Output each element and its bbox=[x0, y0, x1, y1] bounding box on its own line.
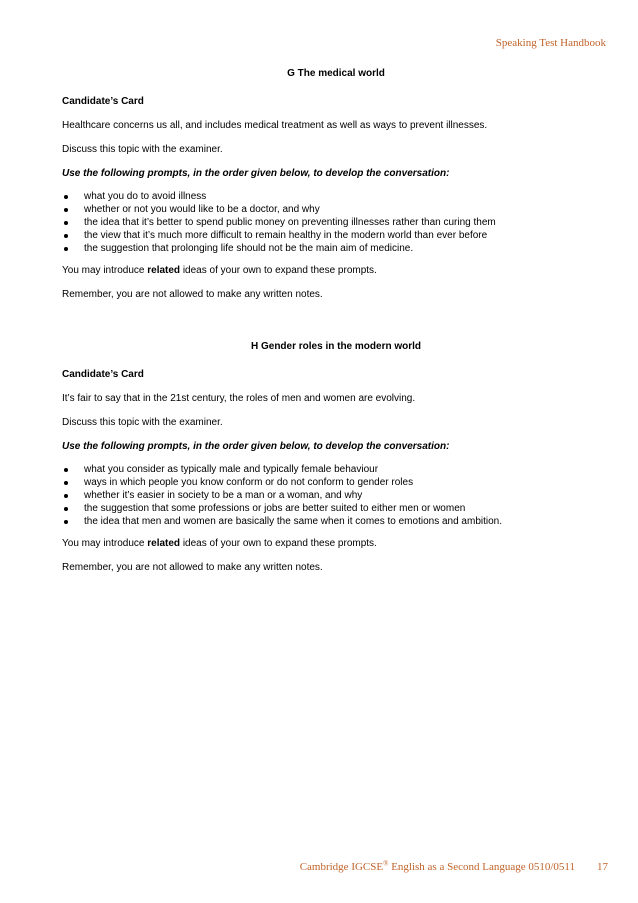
list-item bbox=[62, 190, 610, 203]
bullet-icon bbox=[64, 520, 68, 524]
remember-note: Remember, you are not allowed to make any written notes. bbox=[62, 289, 323, 300]
instruction-text: Use the following prompts, in the order given below, to develop the conversation: bbox=[62, 168, 450, 179]
prompt-text: the idea that men and women are basically the same when it comes to emotions and ambition. bbox=[84, 516, 503, 527]
section-medical-world bbox=[62, 68, 610, 301]
card-label: Candidate’s Card bbox=[62, 369, 144, 380]
related-emphasis: related bbox=[147, 265, 181, 276]
prompt-text: the suggestion that prolonging life should not be the main aim of medicine. bbox=[84, 243, 414, 254]
prompt-text: ways in which people you know conform or do not conform to gender roles bbox=[84, 477, 414, 488]
bullet-icon bbox=[64, 494, 68, 498]
section-gender-roles bbox=[62, 341, 610, 574]
prompt-text: the suggestion that some professions or jobs are better suited to either men or women bbox=[84, 503, 466, 514]
list-item bbox=[62, 476, 610, 489]
related-note bbox=[62, 538, 610, 550]
page-number: 17 bbox=[597, 861, 608, 873]
bullet-icon bbox=[64, 195, 68, 199]
intro-text: Healthcare concerns us all, and includes medical treatment as well as ways to prevent illnesses. bbox=[62, 120, 488, 131]
list-item bbox=[62, 489, 610, 502]
prompt-text: the idea that it’s better to spend public money on preventing illnesses rather than curing them bbox=[84, 217, 496, 228]
list-item bbox=[62, 515, 610, 528]
bullet-icon bbox=[64, 507, 68, 511]
bullet-icon bbox=[64, 221, 68, 225]
discuss-text: Discuss this topic with the examiner. bbox=[62, 417, 223, 428]
prompt-text: the view that it’s much more difficult to remain healthy in the modern world than ever before bbox=[84, 230, 488, 241]
bullet-icon bbox=[64, 481, 68, 485]
page-footer bbox=[300, 861, 608, 873]
list-item bbox=[62, 463, 610, 476]
bullet-icon bbox=[64, 208, 68, 212]
related-note bbox=[62, 265, 610, 277]
bullet-icon bbox=[64, 247, 68, 251]
related-after: ideas of your own to expand these prompts. bbox=[180, 538, 377, 549]
instruction-text: Use the following prompts, in the order given below, to develop the conversation: bbox=[62, 441, 450, 452]
list-item bbox=[62, 502, 610, 515]
section-title: H Gender roles in the modern world bbox=[250, 341, 422, 352]
list-item bbox=[62, 216, 610, 229]
footer-text-before: Cambridge IGCSE bbox=[299, 861, 384, 873]
prompt-text: whether it’s easier in society to be a man or a woman, and why bbox=[84, 490, 363, 501]
prompt-text: what you consider as typically male and typically female behaviour bbox=[84, 464, 379, 475]
discuss-text: Discuss this topic with the examiner. bbox=[62, 144, 223, 155]
prompt-list bbox=[62, 463, 610, 528]
registered-mark: ® bbox=[383, 859, 389, 868]
related-after: ideas of your own to expand these prompts. bbox=[180, 265, 377, 276]
related-before: You may introduce bbox=[62, 538, 148, 549]
prompt-text: what you do to avoid illness bbox=[84, 191, 207, 202]
bullet-icon bbox=[64, 234, 68, 238]
prompt-text: whether or not you would like to be a doctor, and why bbox=[84, 204, 320, 215]
intro-text: It’s fair to say that in the 21st century, the roles of men and women are evolving. bbox=[62, 393, 416, 404]
list-item bbox=[62, 229, 610, 242]
list-item bbox=[62, 242, 610, 255]
remember-note: Remember, you are not allowed to make any written notes. bbox=[62, 562, 323, 573]
related-emphasis: related bbox=[147, 538, 181, 549]
card-label: Candidate’s Card bbox=[62, 96, 144, 107]
bullet-icon bbox=[64, 468, 68, 472]
footer-text-after: English as a Second Language 0510/0511 bbox=[388, 861, 575, 873]
prompt-list bbox=[62, 190, 610, 255]
related-before: You may introduce bbox=[62, 265, 148, 276]
handbook-header: Speaking Test Handbook bbox=[495, 37, 606, 49]
section-title: G The medical world bbox=[287, 68, 385, 79]
list-item bbox=[62, 203, 610, 216]
